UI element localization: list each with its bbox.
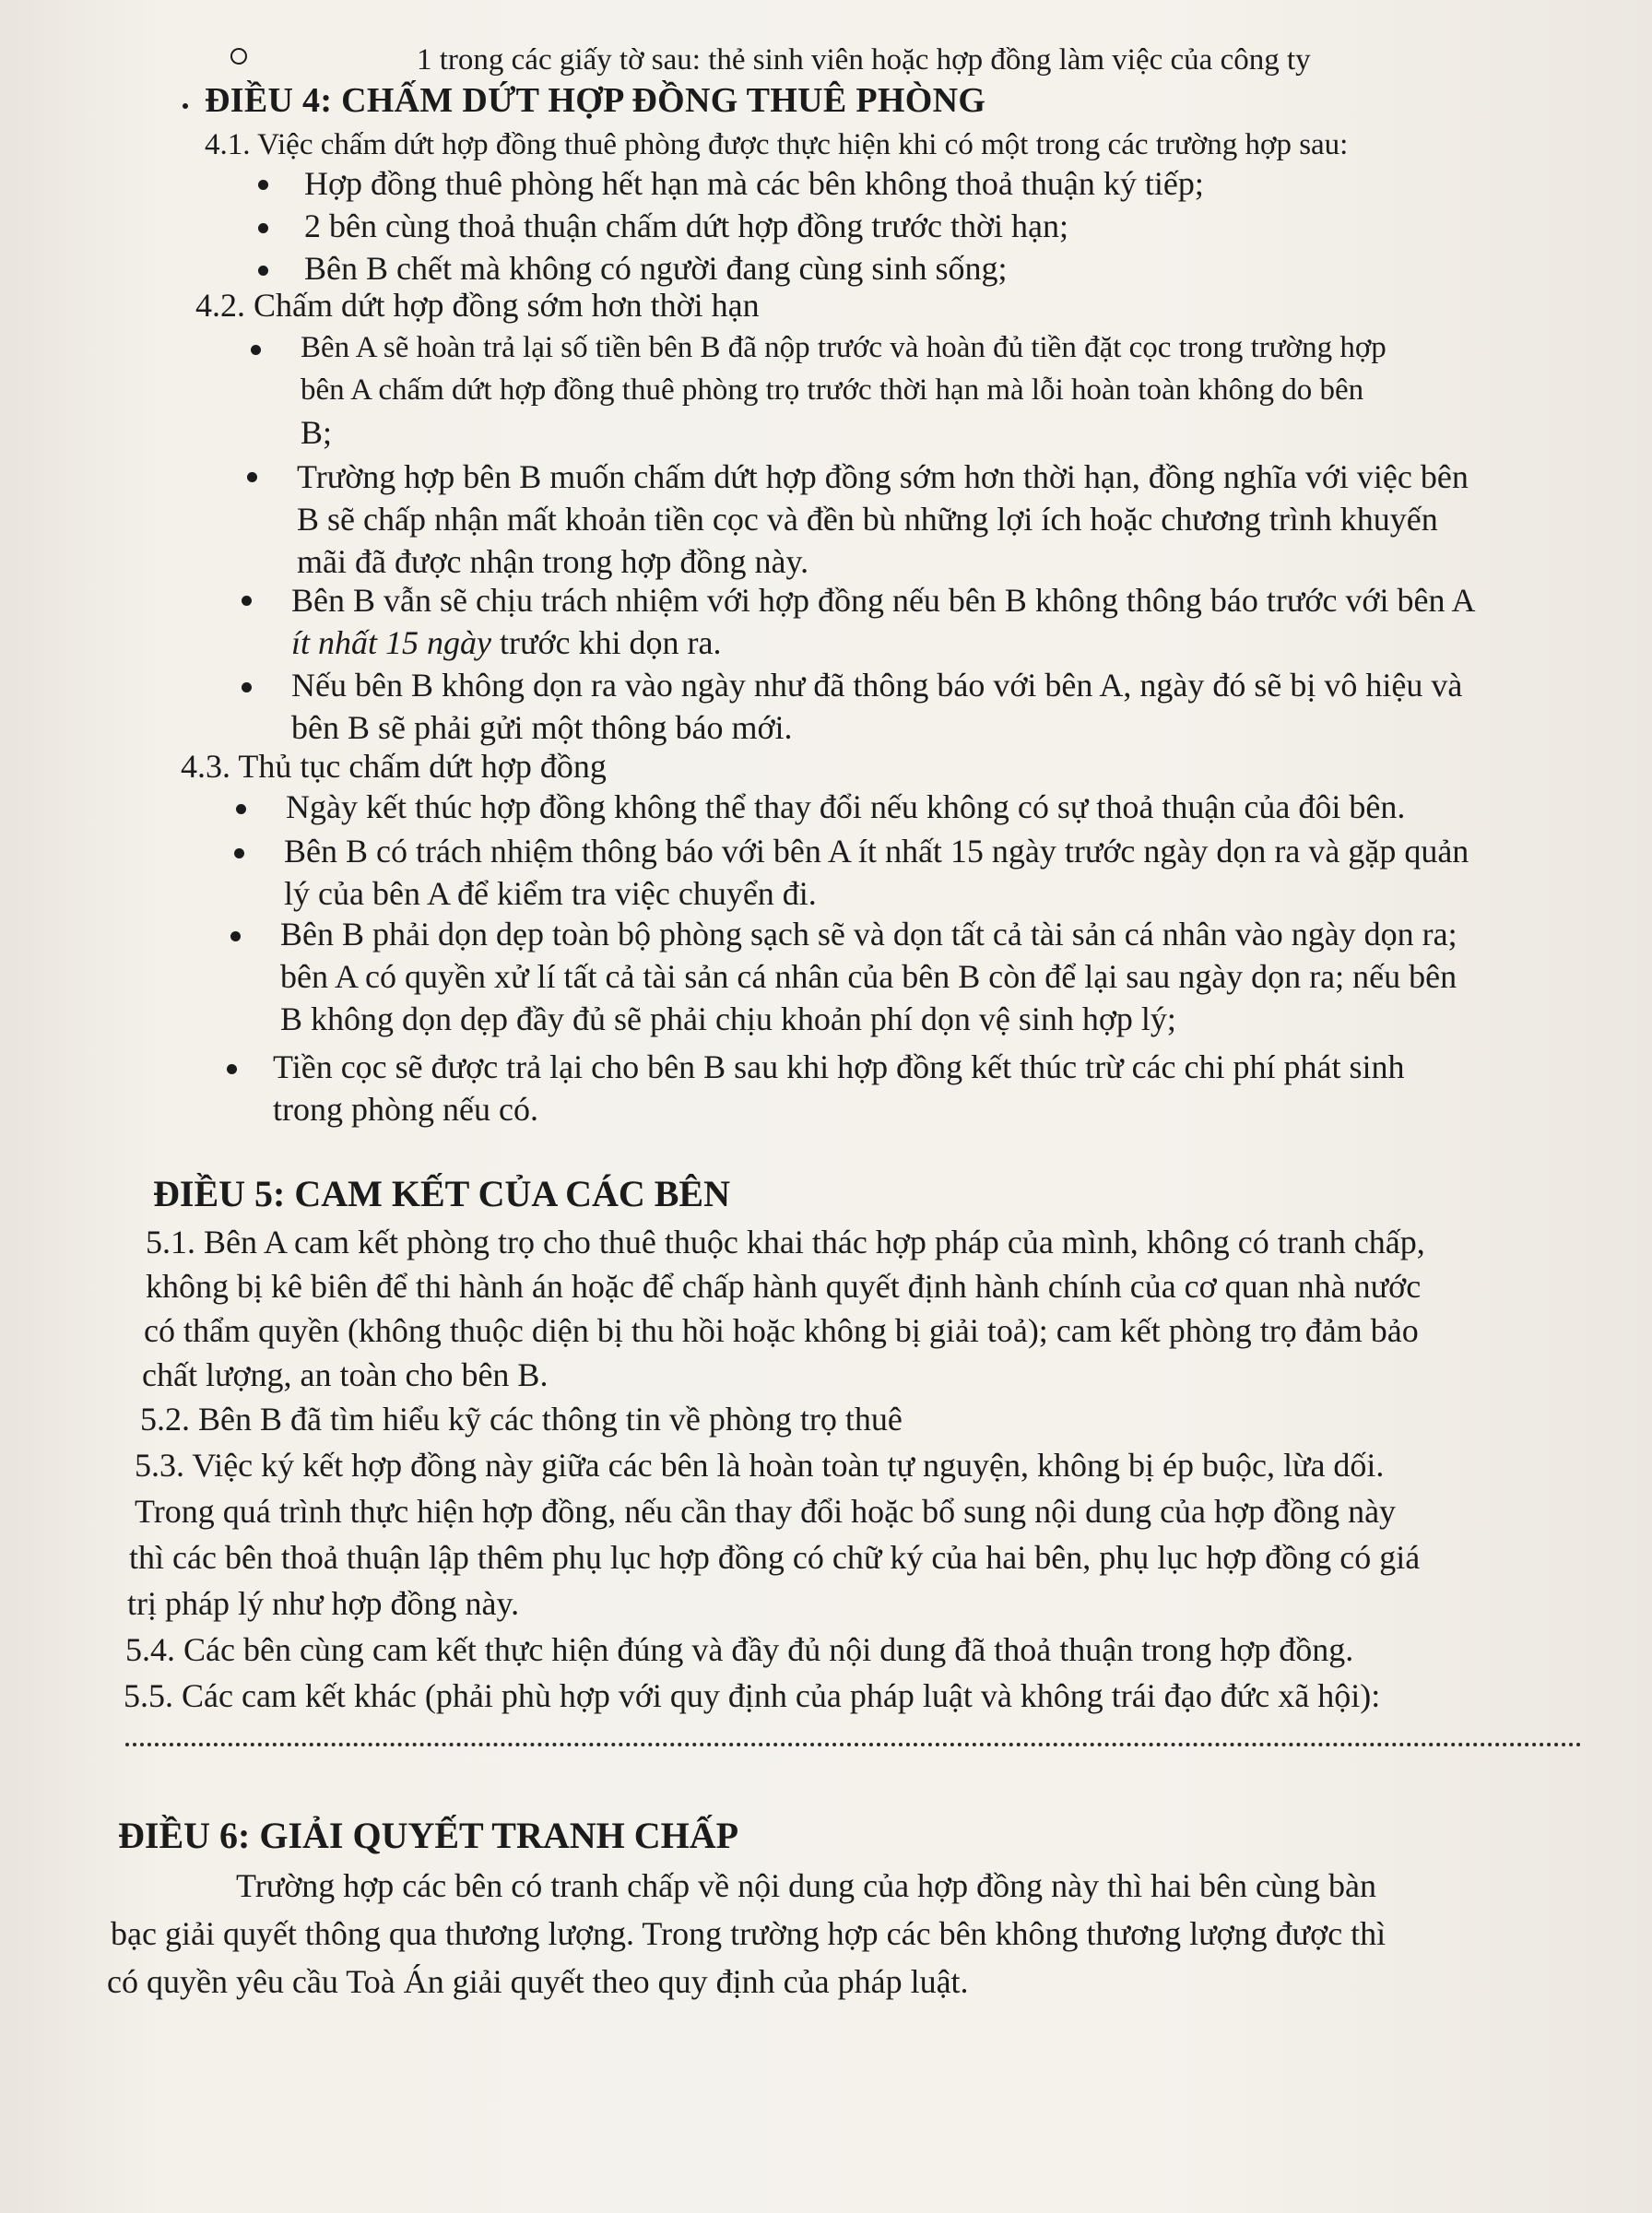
s43-b4-line: trong phòng nếu có. (273, 1091, 538, 1128)
s43-title: 4.3. Thủ tục chấm dứt hợp đồng (181, 748, 607, 785)
bullet-icon (242, 682, 252, 692)
bullet-icon (230, 931, 241, 941)
article5-line: trị pháp lý như hợp đồng này. (127, 1585, 520, 1622)
article4-heading: ĐIỀU 4: CHẤM DỨT HỢP ĐỒNG THUÊ PHÒNG (205, 81, 986, 120)
s41-item: Hợp đồng thuê phòng hết hạn mà các bên không thoả thuận ký tiếp; (304, 165, 1204, 202)
s42-b3-rest: trước khi dọn ra. (490, 624, 722, 661)
article6-heading: ĐIỀU 6: GIẢI QUYẾT TRANH CHẤP (118, 1815, 739, 1856)
article5-line: 5.5. Các cam kết khác (phải phù hợp với quy định của pháp luật và không trái đạo đức xã hội): (124, 1677, 1381, 1714)
bullet-icon (236, 804, 246, 814)
s42-title: 4.2. Chấm dứt hợp đồng sớm hơn thời hạn (195, 287, 760, 324)
article5-heading: ĐIỀU 5: CAM KẾT CỦA CÁC BÊN (153, 1173, 730, 1214)
s43-b3-line: bên A có quyền xử lí tất cả tài sản cá nhân của bên B còn để lại sau ngày dọn ra; nếu bên (280, 958, 1457, 995)
s41-title: 4.1. Việc chấm dứt hợp đồng thuê phòng được thực hiện khi có một trong các trường hợp sau: (205, 128, 1349, 161)
article5-line: có thẩm quyền (không thuộc diện bị thu hồi hoặc không bị giải toả); cam kết phòng trọ đảm bảo (144, 1312, 1419, 1349)
article5-line: không bị kê biên để thi hành án hoặc để chấp hành quyết định hành chính của cơ quan nhà nước (146, 1268, 1422, 1305)
bullet-icon (242, 596, 252, 606)
s43-b3-line: B không dọn dẹp đầy đủ sẽ phải chịu khoản phí dọn vệ sinh hợp lý; (280, 1000, 1176, 1037)
bullet-icon (258, 223, 268, 233)
s41-item: Bên B chết mà không có người đang cùng sinh sống; (304, 250, 1008, 287)
article5-line: 5.4. Các bên cùng cam kết thực hiện đúng và đầy đủ nội dung đã thoả thuận trong hợp đồng. (125, 1631, 1354, 1668)
small-bullet-icon (183, 103, 188, 109)
top-line: 1 trong các giấy tờ sau: thẻ sinh viên hoặc hợp đồng làm việc của công ty (417, 43, 1311, 77)
article5-line: 5.1. Bên A cam kết phòng trọ cho thuê thuộc khai thác hợp pháp của mình, không có tranh chấp, (146, 1224, 1425, 1260)
s42-b2-line: mãi đã được nhận trong hợp đồng này. (297, 543, 809, 580)
bullet-icon (247, 472, 257, 482)
article6-line: bạc giải quyết thông qua thương lượng. Trong trường hợp các bên không thương lượng được thì (111, 1915, 1386, 1952)
s43-b2-line: Bên B có trách nhiệm thông báo với bên A ít nhất 15 ngày trước ngày dọn ra và gặp quản (284, 833, 1469, 870)
s42-b1-line: bên A chấm dứt hợp đồng thuê phòng trọ trước thời hạn mà lỗi hoàn toàn không do bên (301, 373, 1364, 407)
article6-line: có quyền yêu cầu Toà Án giải quyết theo quy định của pháp luật. (107, 1963, 969, 2000)
s42-b2-line: B sẽ chấp nhận mất khoản tiền cọc và đền bù những lợi ích hoặc chương trình khuyến (297, 501, 1438, 538)
s42-b3-line2 (291, 621, 721, 664)
bullet-icon (251, 345, 261, 355)
bullet-icon (258, 266, 268, 276)
article5-line: thì các bên thoả thuận lập thêm phụ lục hợp đồng có chữ ký của hai bên, phụ lục hợp đồng có giá (129, 1539, 1421, 1576)
article6-line: Trường hợp các bên có tranh chấp về nội dung của hợp đồng này thì hai bên cùng bàn (236, 1867, 1376, 1904)
s42-b1-line: Bên A sẽ hoàn trả lại số tiền bên B đã nộp trước và hoàn đủ tiền đặt cọc trong trường hợp (301, 331, 1386, 364)
s42-b2-line: Trường hợp bên B muốn chấm dứt hợp đồng sớm hơn thời hạn, đồng nghĩa với việc bên (297, 458, 1469, 495)
article5-line: chất lượng, an toàn cho bên B. (142, 1356, 549, 1393)
bullet-icon (258, 180, 268, 190)
s42-b4-line: Nếu bên B không dọn ra vào ngày như đã thông báo với bên A, ngày đó sẽ bị vô hiệu và (291, 667, 1463, 704)
s43-b2-line: lý của bên A để kiểm tra việc chuyển đi. (284, 875, 817, 912)
article5-line: Trong quá trình thực hiện hợp đồng, nếu cần thay đổi hoặc bổ sung nội dung của hợp đồng này (135, 1493, 1397, 1530)
s43-b3-line: Bên B phải dọn dẹp toàn bộ phòng sạch sẽ và dọn tất cả tài sản cá nhân vào ngày dọn ra; (280, 916, 1457, 953)
s41-item: 2 bên cùng thoả thuận chấm dứt hợp đồng trước thời hạn; (304, 207, 1068, 244)
article5-line: 5.3. Việc ký kết hợp đồng này giữa các bên là hoàn toàn tự nguyện, không bị ép buộc, lừa dối. (135, 1447, 1385, 1484)
article5-line: 5.2. Bên B đã tìm hiểu kỹ các thông tin về phòng trọ thuê (140, 1401, 903, 1438)
dotted-fill-line (125, 1741, 1582, 1746)
hollow-bullet-icon (230, 48, 247, 65)
emphasis-text: ít nhất 15 ngày (291, 624, 491, 661)
bullet-icon (227, 1064, 237, 1074)
s42-b3-line: Bên B vẫn sẽ chịu trách nhiệm với hợp đồng nếu bên B không thông báo trước với bên A (291, 582, 1476, 619)
s43-b1-line: Ngày kết thúc hợp đồng không thể thay đổi nếu không có sự thoả thuận của đôi bên. (286, 788, 1406, 825)
s43-b4-line: Tiền cọc sẽ được trả lại cho bên B sau khi hợp đồng kết thúc trừ các chi phí phát sinh (273, 1048, 1405, 1085)
s42-b4-line: bên B sẽ phải gửi một thông báo mới. (291, 709, 793, 746)
bullet-icon (234, 848, 244, 858)
s42-b1-line: B; (301, 414, 333, 451)
